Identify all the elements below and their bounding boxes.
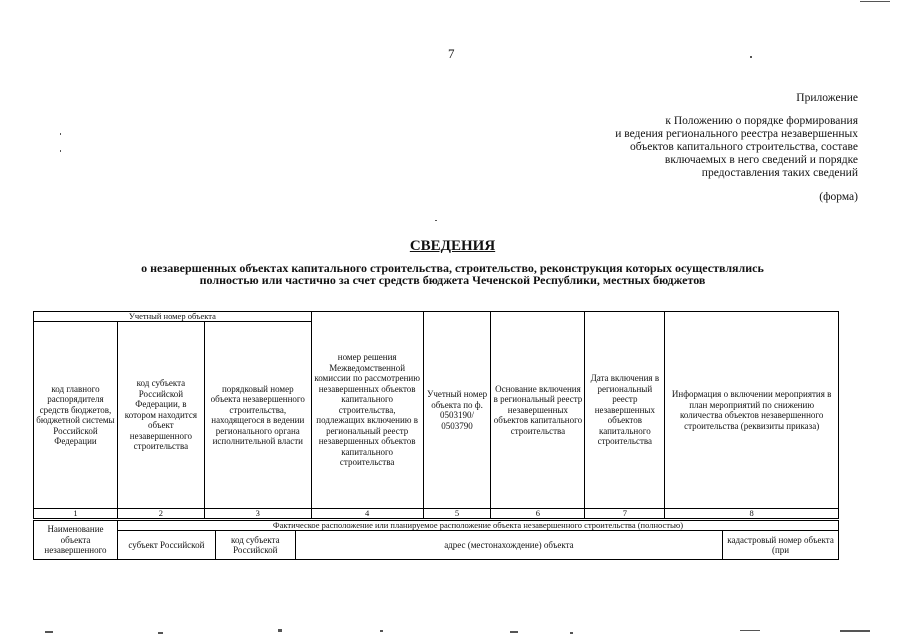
document-title: СВЕДЕНИЯ [409,238,496,254]
column-number: 7 [585,509,665,519]
scan-speck [510,631,518,633]
appendix-line: объектов капитального строительства, составе [629,141,858,153]
appendix-line: и ведения регионального реестра незавершенных [615,128,858,140]
column-number: 8 [665,509,839,519]
scan-speck [750,56,752,58]
subtitle-line: о незавершенных объектах капитального строительства, строительство, реконструкция которых осуществлялись [141,261,764,275]
address-header: адрес (местонахождение) объекта [295,531,722,560]
registry-table [33,311,839,519]
appendix-block [615,92,858,180]
scan-speck [278,629,282,632]
form-label: (форма) [819,191,858,203]
scan-speck [570,632,573,634]
scan-speck [435,220,437,221]
column-header-4: номер решения Межведомственной комиссии по рассмотрению незавершенных объектов капитального строительства, подлежащих включению в региональный реестр незавершенных объектов капитального строительства [311,312,423,509]
subject-header: субъект Российской [117,531,215,560]
subtitle-line: полностью или частично за счет средств бюджета Чеченской Республики, местных бюджетов [199,273,706,287]
page-number: 7 [448,46,455,61]
accounting-number-group-header: Учетный номер объекта [34,312,312,322]
scan-speck [60,150,61,152]
location-table [33,520,839,560]
column-number: 2 [117,509,204,519]
column-header-6: Основание включения в региональный реестр незавершенных объектов капитального строительства [491,312,585,509]
appendix-title: Приложение [796,92,858,104]
column-number: 4 [311,509,423,519]
column-number: 3 [204,509,311,519]
object-name-header: Наименование объекта незавершенного [34,521,118,560]
scan-speck [840,630,870,632]
column-header-5: Учетный номер объекта по ф. 0503190/ 0503790 [423,312,491,509]
scan-speck [380,630,383,632]
scan-speck [60,133,61,135]
column-header-2: код субъекта Российской Федерации, в котором находится объект незавершенного строительства [117,322,204,509]
scan-speck [45,631,53,633]
cadastral-number-header: кадастровый номер объекта (при [723,531,839,560]
column-number: 5 [423,509,491,519]
column-header-1: код главного распорядителя средств бюджетов, бюджетной системы Российской Федерации [34,322,118,509]
column-header-7: Дата включения в региональный реестр незавершенных объектов капитального строительства [585,312,665,509]
appendix-line: включаемых в него сведений и порядке [664,154,858,166]
document-subtitle [40,262,865,286]
column-header-3: порядковый номер объекта незавершенного строительства, находящегося в ведении регионального органа исполнительной власти [204,322,311,509]
appendix-line: к Положению о порядке формирования [665,115,858,127]
column-header-8: Информация о включении мероприятия в план мероприятий по снижению количества объектов незавершенного строительства (реквизиты приказа) [665,312,839,509]
subject-code-header: код субъекта Российской [215,531,295,560]
scan-speck [158,632,163,634]
scan-speck [740,630,760,631]
appendix-line: предоставления таких сведений [701,167,858,179]
column-number: 6 [491,509,585,519]
column-number: 1 [34,509,118,519]
location-group-header: Фактическое расположение или планируемое расположение объекта незавершенного строительства (полностью) [117,521,838,531]
scan-speck [860,1,890,2]
